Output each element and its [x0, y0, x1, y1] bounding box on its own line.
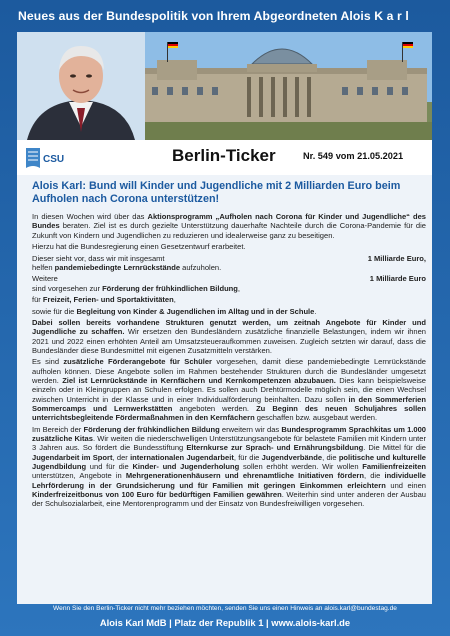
portrait-photo	[17, 32, 145, 140]
paragraph: Dabei sollen bereits vorhandene Strukturen genutzt werden, um zeitnah Angebote für Kinder und Jugendliche zu schaffen. Wir ersetzen den Bundesländern zusätzliche finanzielle Belastungen, indem wir ihnen 2021 und 2022 einen erhöhten Anteil am Umsatzsteueraufkommen zuweisen. Zugleich setzten wir darauf, dass die Bundesländer diese Bundesmittel mit eigenen Zusatzmitteln verstärken.	[32, 318, 426, 355]
unsubscribe-notice: Wenn Sie den Berlin-Ticker nicht mehr beziehen möchten, senden Sie uns einen Hinweis an alois.karl@bundestag.de	[53, 605, 397, 612]
issue-number: Nr. 549 vom 21.05.2021	[303, 151, 404, 161]
paragraph: Im Bereich der Förderung der frühkindlichen Bildung erweitern wir das Bundesprogramm Sprachkitas um 1.000 zusätzliche Kitas. Wir weiten die niederschwelligen Unterstützungsangebote für belastete Familien mit Kindern unter 3 Jahren aus. So fördert die Bundesstiftung Elternkurse zur Sprach- und Ernährungsbildung. Die Mittel für die Jugendarbeit im Sport, der internationalen Jugendarbeit, für die Jugendverbände, die politische und kulturelle Jugendbildung und für die Kinder- und Jugenderholung sollen erhöht werden. Wir wollen Familienfreizeiten unterstützen, Angebote in Mehrgenerationenhäusern und ehrenamtliche Initiativen fördern, die individuelle Lehrförderung in der Grundsicherung und für Familien mit geringen Einkommen erleichtern und einen Kinderfreizeitbonus von 100 Euro für bedürftigen Familien gewähren. Weiterhin sind unter anderen der Ausbau der Schulsozialarbeit, eine Mentorenprogramm und der Einsatz von Bundesfreiwilligen vorgesehen.	[32, 424, 427, 509]
csu-logo-text: CSU	[43, 154, 65, 165]
amount-value: 1 Milliarde Euro	[369, 274, 426, 284]
paragraph: Es sind zusätzliche Förderangebote für Schüler vorgesehen, damit diese pandemiebedingte Lernrückstände aufholen können. Diese Angebote sollen im Rahmen bestehender Strukturen durch die Bundesländer umgesetzt werden. Ziel ist Lernrückstände in Kernfächern und Kernkompetenzen abzubauen. Dies kann beispielsweise einzeln oder in Kleingruppen an Schulen erfolgen. Es sollen auch Drehtürmodelle möglich sein, die einen Wechsel zwischen Unterricht in der Klasse und in einer Individualförderung beinhalten. Dazu sollen in den Sommerferien Sommercamps und Lernwerkstätten angeboten werden. Zu Beginn des neuen Schuljahres sollen unterrichtsbegleitende Fördermaßnahmen in den Kernfächern geschaffen bzw. ausgebaut werden.	[32, 357, 426, 423]
reichstag-image	[127, 32, 432, 140]
paragraph: helfen pandemiebedingte Lernrückstände aufzuholen.	[32, 262, 222, 272]
header-title: Neues aus der Bundespolitik von Ihrem Abgeordneten Alois K a r l	[18, 9, 409, 23]
csu-logo	[24, 146, 74, 170]
paragraph: In diesen Wochen wird über das Aktionsprogramm „Aufholen nach Corona für Kinder und Jugendliche“ des Bundes beraten. Ziel ist es durch gezielte Unterstützung dauerhafte Nachteile durch die Corona-Pandemie für die Zukunft von Kindern und Jugendlichen zu reduzieren und idealerweise ganz zu beseitigen.	[32, 212, 426, 240]
amount-row: Weitere 1 Milliarde Euro	[32, 274, 426, 284]
paragraph: sowie für die Begleitung von Kinder & Jugendlichen im Alltag und in der Schule.	[32, 306, 317, 316]
header-photo	[17, 32, 432, 140]
article-headline: Alois Karl: Bund will Kinder und Jugendliche mit 2 Milliarden Euro beim Aufholen nach Corona unterstützen!	[32, 180, 401, 205]
article-body	[32, 212, 426, 511]
footer-address: Alois Karl MdB | Platz der Republik 1 | www.alois-karl.de	[99, 617, 351, 628]
amount-value: 1 Milliarde Euro,	[367, 253, 426, 263]
paragraph: sind vorgesehen zur Förderung der frühkindlichen Bildung,	[32, 283, 241, 293]
amount-row: Dieser sieht vor, dass wir mit insgesamt 1 Milliarde Euro,	[32, 253, 426, 263]
paragraph: Hierzu hat die Bundesregierung einen Gesetzentwurf erarbeitet.	[32, 242, 246, 252]
ticker-title: Berlin-Ticker	[172, 146, 276, 165]
paragraph: für Freizeit, Ferien- und Sportaktivitäten,	[32, 295, 176, 305]
